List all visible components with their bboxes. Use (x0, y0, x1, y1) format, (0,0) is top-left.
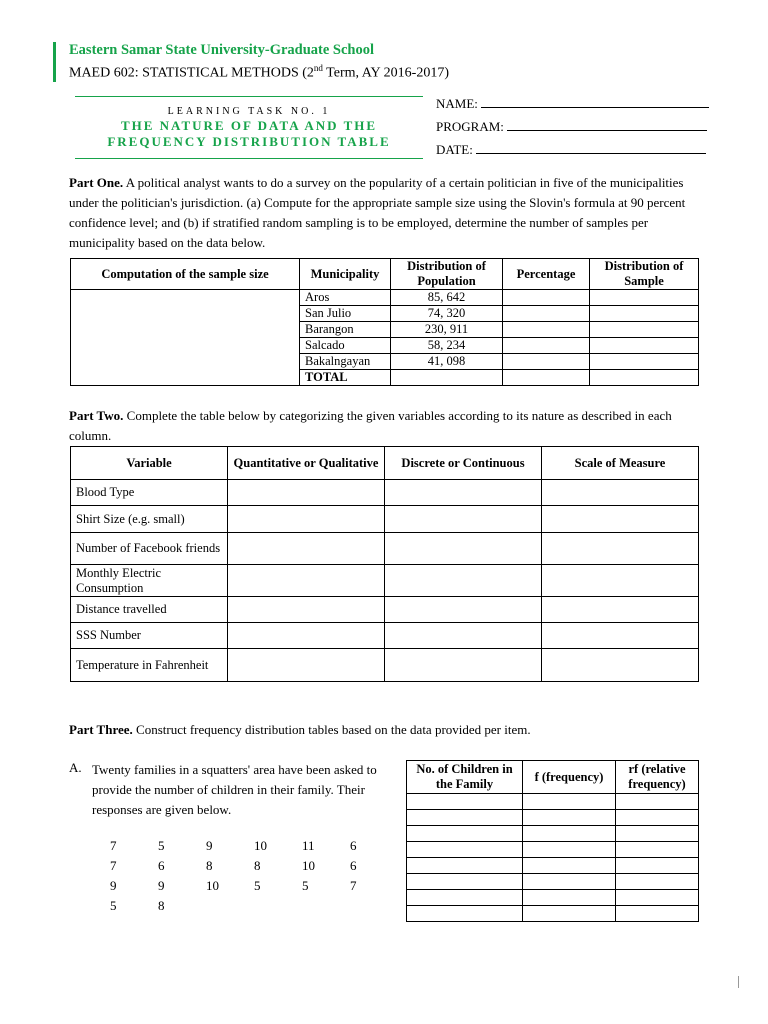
name-line[interactable] (481, 96, 709, 108)
table-row: Number of Facebook friends (71, 533, 699, 565)
variables-table (70, 446, 699, 682)
school-name: Eastern Samar State University-Graduate School (69, 42, 375, 58)
col-sample-distribution: Distribution of Sample (590, 259, 699, 290)
table-row (407, 890, 699, 906)
page-edge-mark (738, 976, 739, 988)
table-row: Shirt Size (e.g. small) (71, 506, 699, 533)
col-children: No. of Children in the Family (407, 761, 523, 794)
name-field[interactable]: NAME: (436, 96, 709, 112)
col-municipality: Municipality (300, 259, 391, 290)
table-row: Distance travelled (71, 597, 699, 623)
col-variable: Variable (71, 447, 228, 480)
col-computation: Computation of the sample size (71, 259, 300, 290)
header-accent-bar (53, 42, 56, 82)
computation-cell[interactable] (71, 290, 300, 386)
table-row: San Julio 74, 320 (71, 306, 699, 322)
part-one-instructions: Part One. A political analyst wants to do a survey on the popularity of a certain politician in five of the municipalities under the politician's jurisdiction. (a) Compute for the appropriate sample size using the Slovin's formula at 90 percent confidence level; and (b) if stratified random sampling is to be employed, determine the number of samples per municipality based on the data below. (69, 175, 686, 250)
table-row: Blood Type (71, 480, 699, 506)
table-row (407, 842, 699, 858)
item-a-text: Twenty families in a squatters' area have been asked to provide the number of children in their family. Their responses are given below. (92, 762, 377, 817)
data-row: 7 6 8 8 10 6 (110, 858, 357, 873)
col-frequency: f (frequency) (523, 761, 616, 794)
task-bottom-rule (75, 158, 423, 159)
table-row: Monthly Electric Consumption (71, 565, 699, 597)
task-title: THE NATURE OF DATA AND THE FREQUENCY DISTRIBUTION TABLE (107, 118, 391, 149)
table-row: Salcado 58, 234 (71, 338, 699, 354)
data-row: 7 5 9 10 11 6 (110, 838, 357, 853)
date-line[interactable] (476, 142, 706, 154)
part-three-instructions: Part Three. Construct frequency distribution tables based on the data provided per item. (69, 722, 531, 737)
table-row: Bakalngayan 41, 098 (71, 354, 699, 370)
task-top-rule (75, 96, 423, 97)
program-line[interactable] (507, 119, 707, 131)
col-quant-qual: Quantitative or Qualitative (228, 447, 385, 480)
table-row (407, 810, 699, 826)
table-row: Barangon 230, 911 (71, 322, 699, 338)
data-row: 9 9 10 5 5 7 (110, 878, 357, 893)
table-row (407, 906, 699, 922)
item-a-label: A. (69, 760, 82, 775)
col-scale-of-measure: Scale of Measure (542, 447, 699, 480)
table-row (407, 874, 699, 890)
table-row (407, 794, 699, 810)
table-row: SSS Number (71, 623, 699, 649)
total-row: TOTAL (71, 370, 699, 386)
frequency-table (406, 760, 699, 922)
col-population: Distribution of Population (391, 259, 503, 290)
children-data-set (110, 838, 398, 918)
data-row: 5 8 (110, 898, 165, 913)
table-row: Temperature in Fahrenheit (71, 649, 699, 682)
course-title: MAED 602: STATISTICAL METHODS (2nd Term, AY 2016-2017) (69, 63, 449, 81)
date-field[interactable]: DATE: (436, 142, 706, 158)
col-percentage: Percentage (503, 259, 590, 290)
col-relative-frequency: rf (relative frequency) (616, 761, 699, 794)
sample-size-table (70, 258, 699, 386)
table-row (407, 858, 699, 874)
task-label: LEARNING TASK NO. 1 (167, 106, 331, 117)
part-two-instructions: Part Two. Complete the table below by categorizing the given variables according to its nature as described in each column. (69, 408, 672, 443)
table-row: Aros 85, 642 (71, 290, 699, 306)
program-field[interactable]: PROGRAM: (436, 119, 707, 135)
col-discrete-continuous: Discrete or Continuous (385, 447, 542, 480)
table-row (407, 826, 699, 842)
